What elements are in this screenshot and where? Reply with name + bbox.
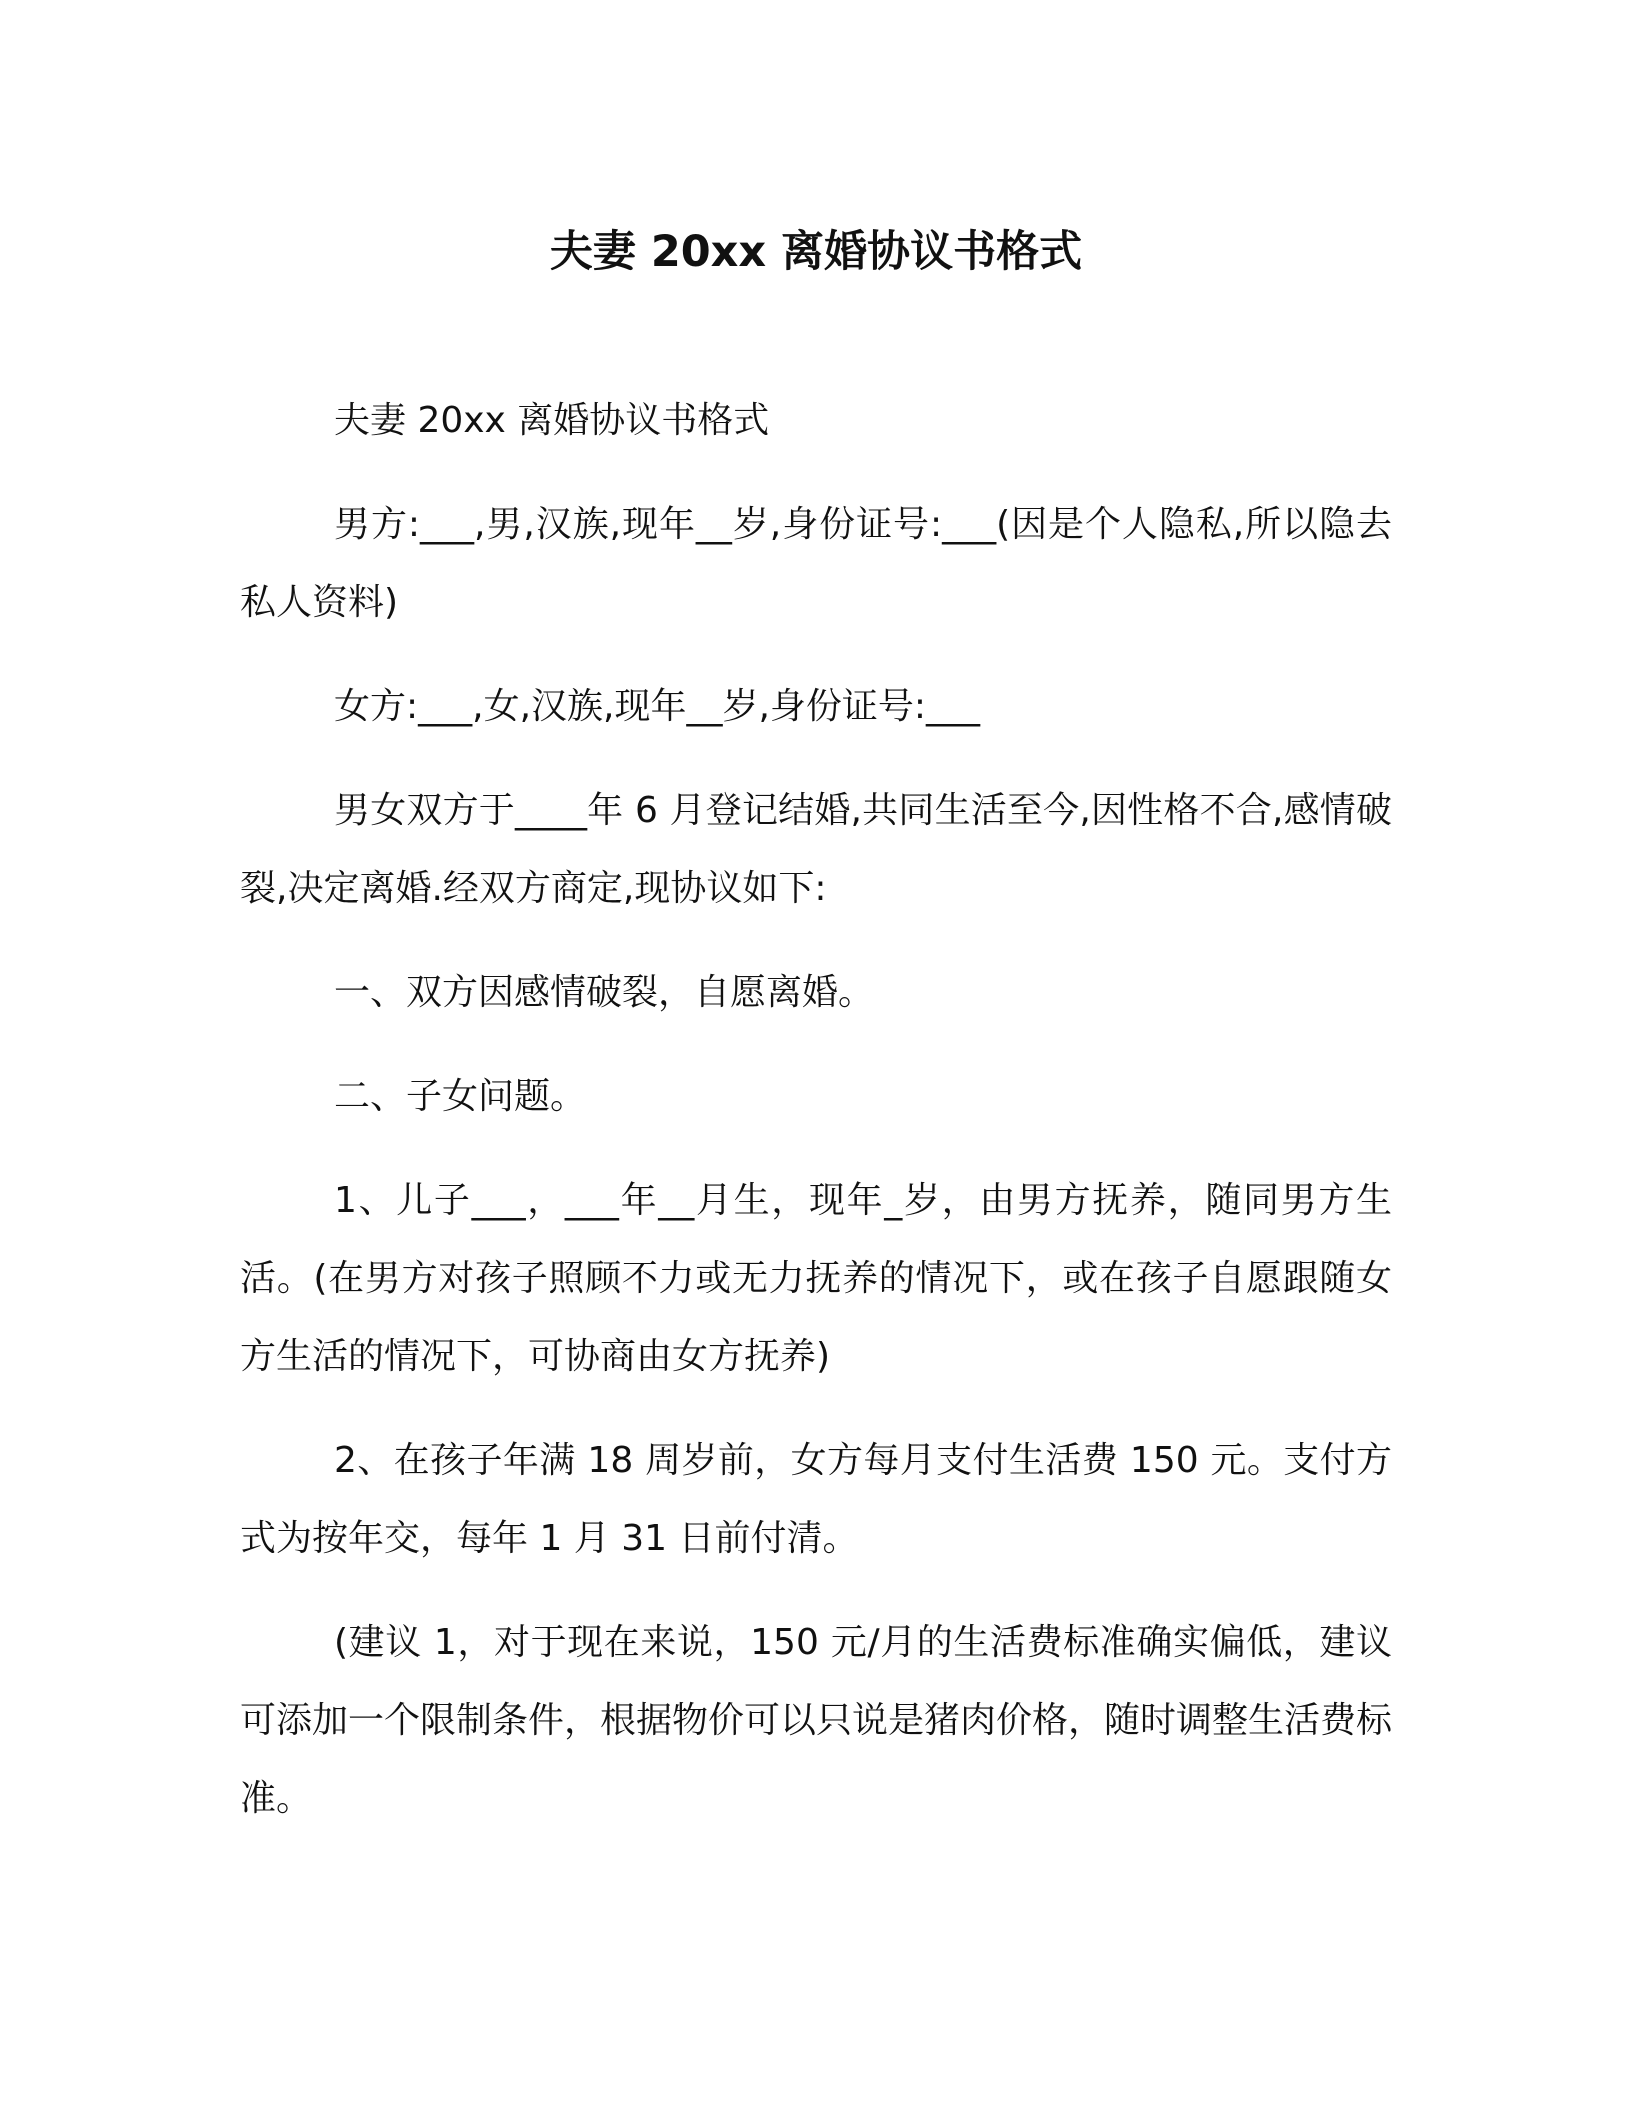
paragraph-male-party: 男方:___,男,汉族,现年__岁,身份证号:___(因是个人隐私,所以隐去私人资料) [240,504,1392,623]
paragraph-suggestion: (建议 1，对于现在来说，150 元/月的生活费标准确实偏低，建议可添加一个限制条件，根据物价可以只说是猪肉价格，随时调整生活费标准。 [240,1622,1393,1819]
document-body [240,382,1392,1864]
document-title: 夫妻 20xx 离婚协议书格式 [549,227,1083,277]
paragraph-child-custody: 1、儿子___，___年__月生，现年_岁，由男方抚养，随同男方生活。(在男方对孩子照顾不力或无力抚养的情况下，或在孩子自愿跟随女方生活的情况下，可协商由女方抚养) [240,1180,1392,1377]
paragraph-heading: 夫妻 20xx 离婚协议书格式 [334,400,770,441]
paragraph-marriage-statement: 男女双方于____年 6 月登记结婚,共同生活至今,因性格不合,感情破裂,决定离婚.经双方商定,现协议如下: [240,790,1392,909]
paragraph-clause-1: 一、双方因感情破裂，自愿离婚。 [334,972,875,1013]
paragraph-female-party: 女方:___,女,汉族,现年__岁,身份证号:___ [334,686,981,727]
paragraph-clause-2: 二、子女问题。 [334,1076,587,1117]
paragraph-child-support: 2、在孩子年满 18 周岁前，女方每月支付生活费 150 元。支付方式为按年交，每年 1 月 31 日前付清。 [240,1440,1392,1559]
